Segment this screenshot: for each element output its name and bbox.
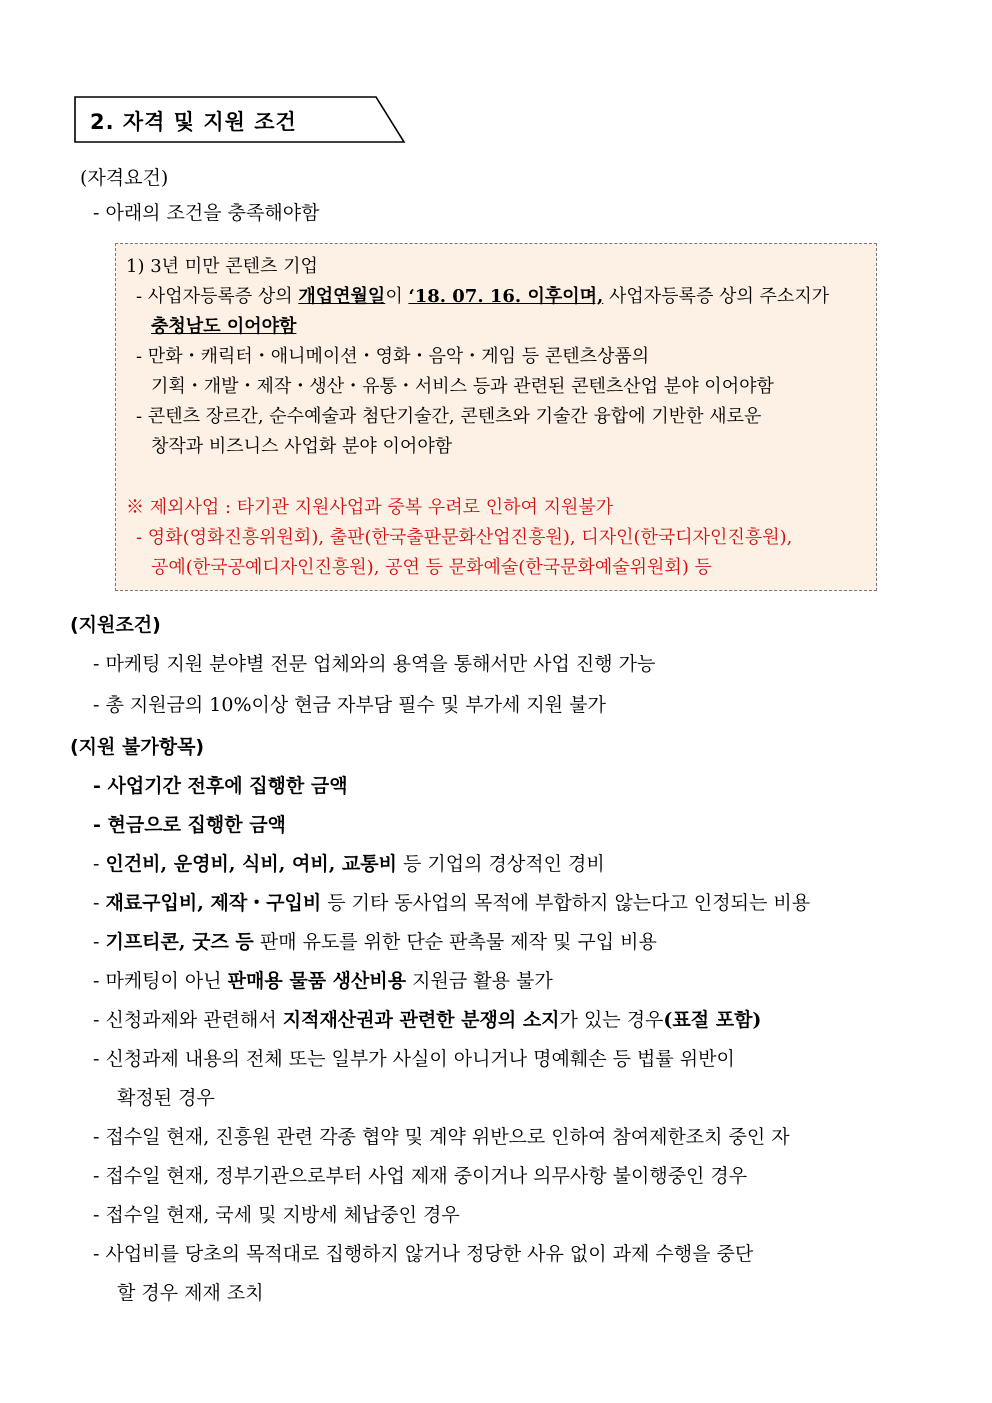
ineligible-item-4-rest: 등 기타 동사업의 목적에 부합하지 않는다고 인정되는 비용 <box>321 892 811 914</box>
exclusion-title: ※ 제외사업 : 타기관 지원사업과 중복 우려로 인하여 지원불가 <box>126 497 614 518</box>
ineligible-item-5-bold: 기프티콘, 굿즈 등 <box>105 931 254 953</box>
opening-date-label: 개업연월일 <box>298 286 386 307</box>
dash: - <box>93 892 106 914</box>
section-heading <box>74 96 406 144</box>
ineligible-item-6-c: 지원금 활용 불가 <box>406 970 553 992</box>
support-item-1: - 마케팅 지원 분야별 전문 업체와의 용역을 통해서만 사업 진행 가능 <box>93 653 656 675</box>
ineligible-item-5-rest: 판매 유도를 위한 단순 판촉물 제작 및 구입 비용 <box>253 931 657 953</box>
box-line-6: 창작과 비즈니스 사업화 분야 이어야함 <box>151 436 453 457</box>
ineligible-item-6 <box>93 968 553 994</box>
ineligible-item-7-a: - 신청과제와 관련해서 <box>93 1009 283 1031</box>
ineligible-item-7 <box>93 1007 761 1033</box>
box-line-4: 기획・개발・제작・생산・유통・서비스 등과 관련된 콘텐츠산업 분야 이어야함 <box>151 376 774 397</box>
exclusion-line-2: 공예(한국공예디자인진흥원), 공연 등 문화예술(한국문화예술위원회) 등 <box>151 557 712 578</box>
box-line-1-a: - 사업자등록증 상의 <box>136 286 299 307</box>
ineligible-item-8-line-2: 확정된 경우 <box>117 1087 215 1109</box>
box-item-title: 1) 3년 미만 콘텐츠 기업 <box>126 256 318 277</box>
ineligible-item-3-bold: 인건비, 운영비, 식비, 여비, 교통비 <box>105 853 397 875</box>
dash: - <box>93 931 106 953</box>
ineligible-item-5 <box>93 929 657 955</box>
ineligible-item-3-rest: 등 기업의 경상적인 경비 <box>397 853 605 875</box>
ineligible-item-9: - 접수일 현재, 진흥원 관련 각종 협약 및 계약 위반으로 인하여 참여제한조치 중인 자 <box>93 1126 790 1148</box>
box-line-5: - 콘텐츠 장르간, 순수예술과 첨단기술간, 콘텐츠와 기술간 융합에 기반한 새로운 <box>136 406 762 427</box>
box-line-1-c: 이 <box>385 286 409 307</box>
ineligible-header: (지원 불가항목) <box>70 736 205 758</box>
ineligible-item-6-a: - 마케팅이 아닌 <box>93 970 228 992</box>
support-header: (지원조건) <box>70 614 161 636</box>
qualification-header: (자격요건) <box>80 167 169 189</box>
qualification-box <box>115 243 877 591</box>
box-line-3: - 만화・캐릭터・애니메이션・영화・음악・게임 등 콘텐츠상품의 <box>136 346 650 367</box>
exclusion-line-1: - 영화(영화진흥위원회), 출판(한국출판문화산업진흥원), 디자인(한국디자인진흥원), <box>136 527 793 548</box>
box-line-1 <box>136 284 829 310</box>
box-line-1-e: 사업자등록증 상의 주소지가 <box>603 286 830 307</box>
section-title: 2. 자격 및 지원 조건 <box>90 110 297 134</box>
ineligible-item-6-bold: 판매용 물품 생산비용 <box>227 970 407 992</box>
ineligible-item-10: - 접수일 현재, 정부기관으로부터 사업 제재 중이거나 의무사항 불이행중인 경우 <box>93 1165 748 1187</box>
ineligible-item-7-c: 가 있는 경우 <box>559 1009 664 1031</box>
qualification-intro: - 아래의 조건을 충족해야함 <box>93 202 320 224</box>
support-item-2: - 총 지원금의 10%이상 현금 자부담 필수 및 부가세 지원 불가 <box>93 694 606 716</box>
opening-date-value: ‘18. 07. 16. 이후이며, <box>408 286 604 307</box>
ineligible-item-4-bold: 재료구입비, 제작・구입비 <box>105 892 322 914</box>
ineligible-item-7-note: (표절 포함) <box>663 1009 762 1031</box>
ineligible-item-1: - 사업기간 전후에 집행한 금액 <box>93 775 348 797</box>
ineligible-item-3 <box>93 851 605 877</box>
ineligible-item-7-bold: 지적재산권과 관련한 분쟁의 소지 <box>282 1009 560 1031</box>
box-line-2-region: 충청남도 이어야함 <box>151 316 297 337</box>
ineligible-item-4 <box>93 890 810 916</box>
ineligible-item-11: - 접수일 현재, 국세 및 지방세 체납중인 경우 <box>93 1204 460 1226</box>
ineligible-item-12-line-2: 할 경우 제재 조치 <box>117 1282 264 1304</box>
ineligible-item-2: - 현금으로 집행한 금액 <box>93 814 286 836</box>
dash: - <box>93 853 106 875</box>
ineligible-item-8-line-1: - 신청과제 내용의 전체 또는 일부가 사실이 아니거나 명예훼손 등 법률 위반이 <box>93 1048 735 1070</box>
ineligible-item-12-line-1: - 사업비를 당초의 목적대로 집행하지 않거나 정당한 사유 없이 과제 수행을 중단 <box>93 1243 754 1265</box>
